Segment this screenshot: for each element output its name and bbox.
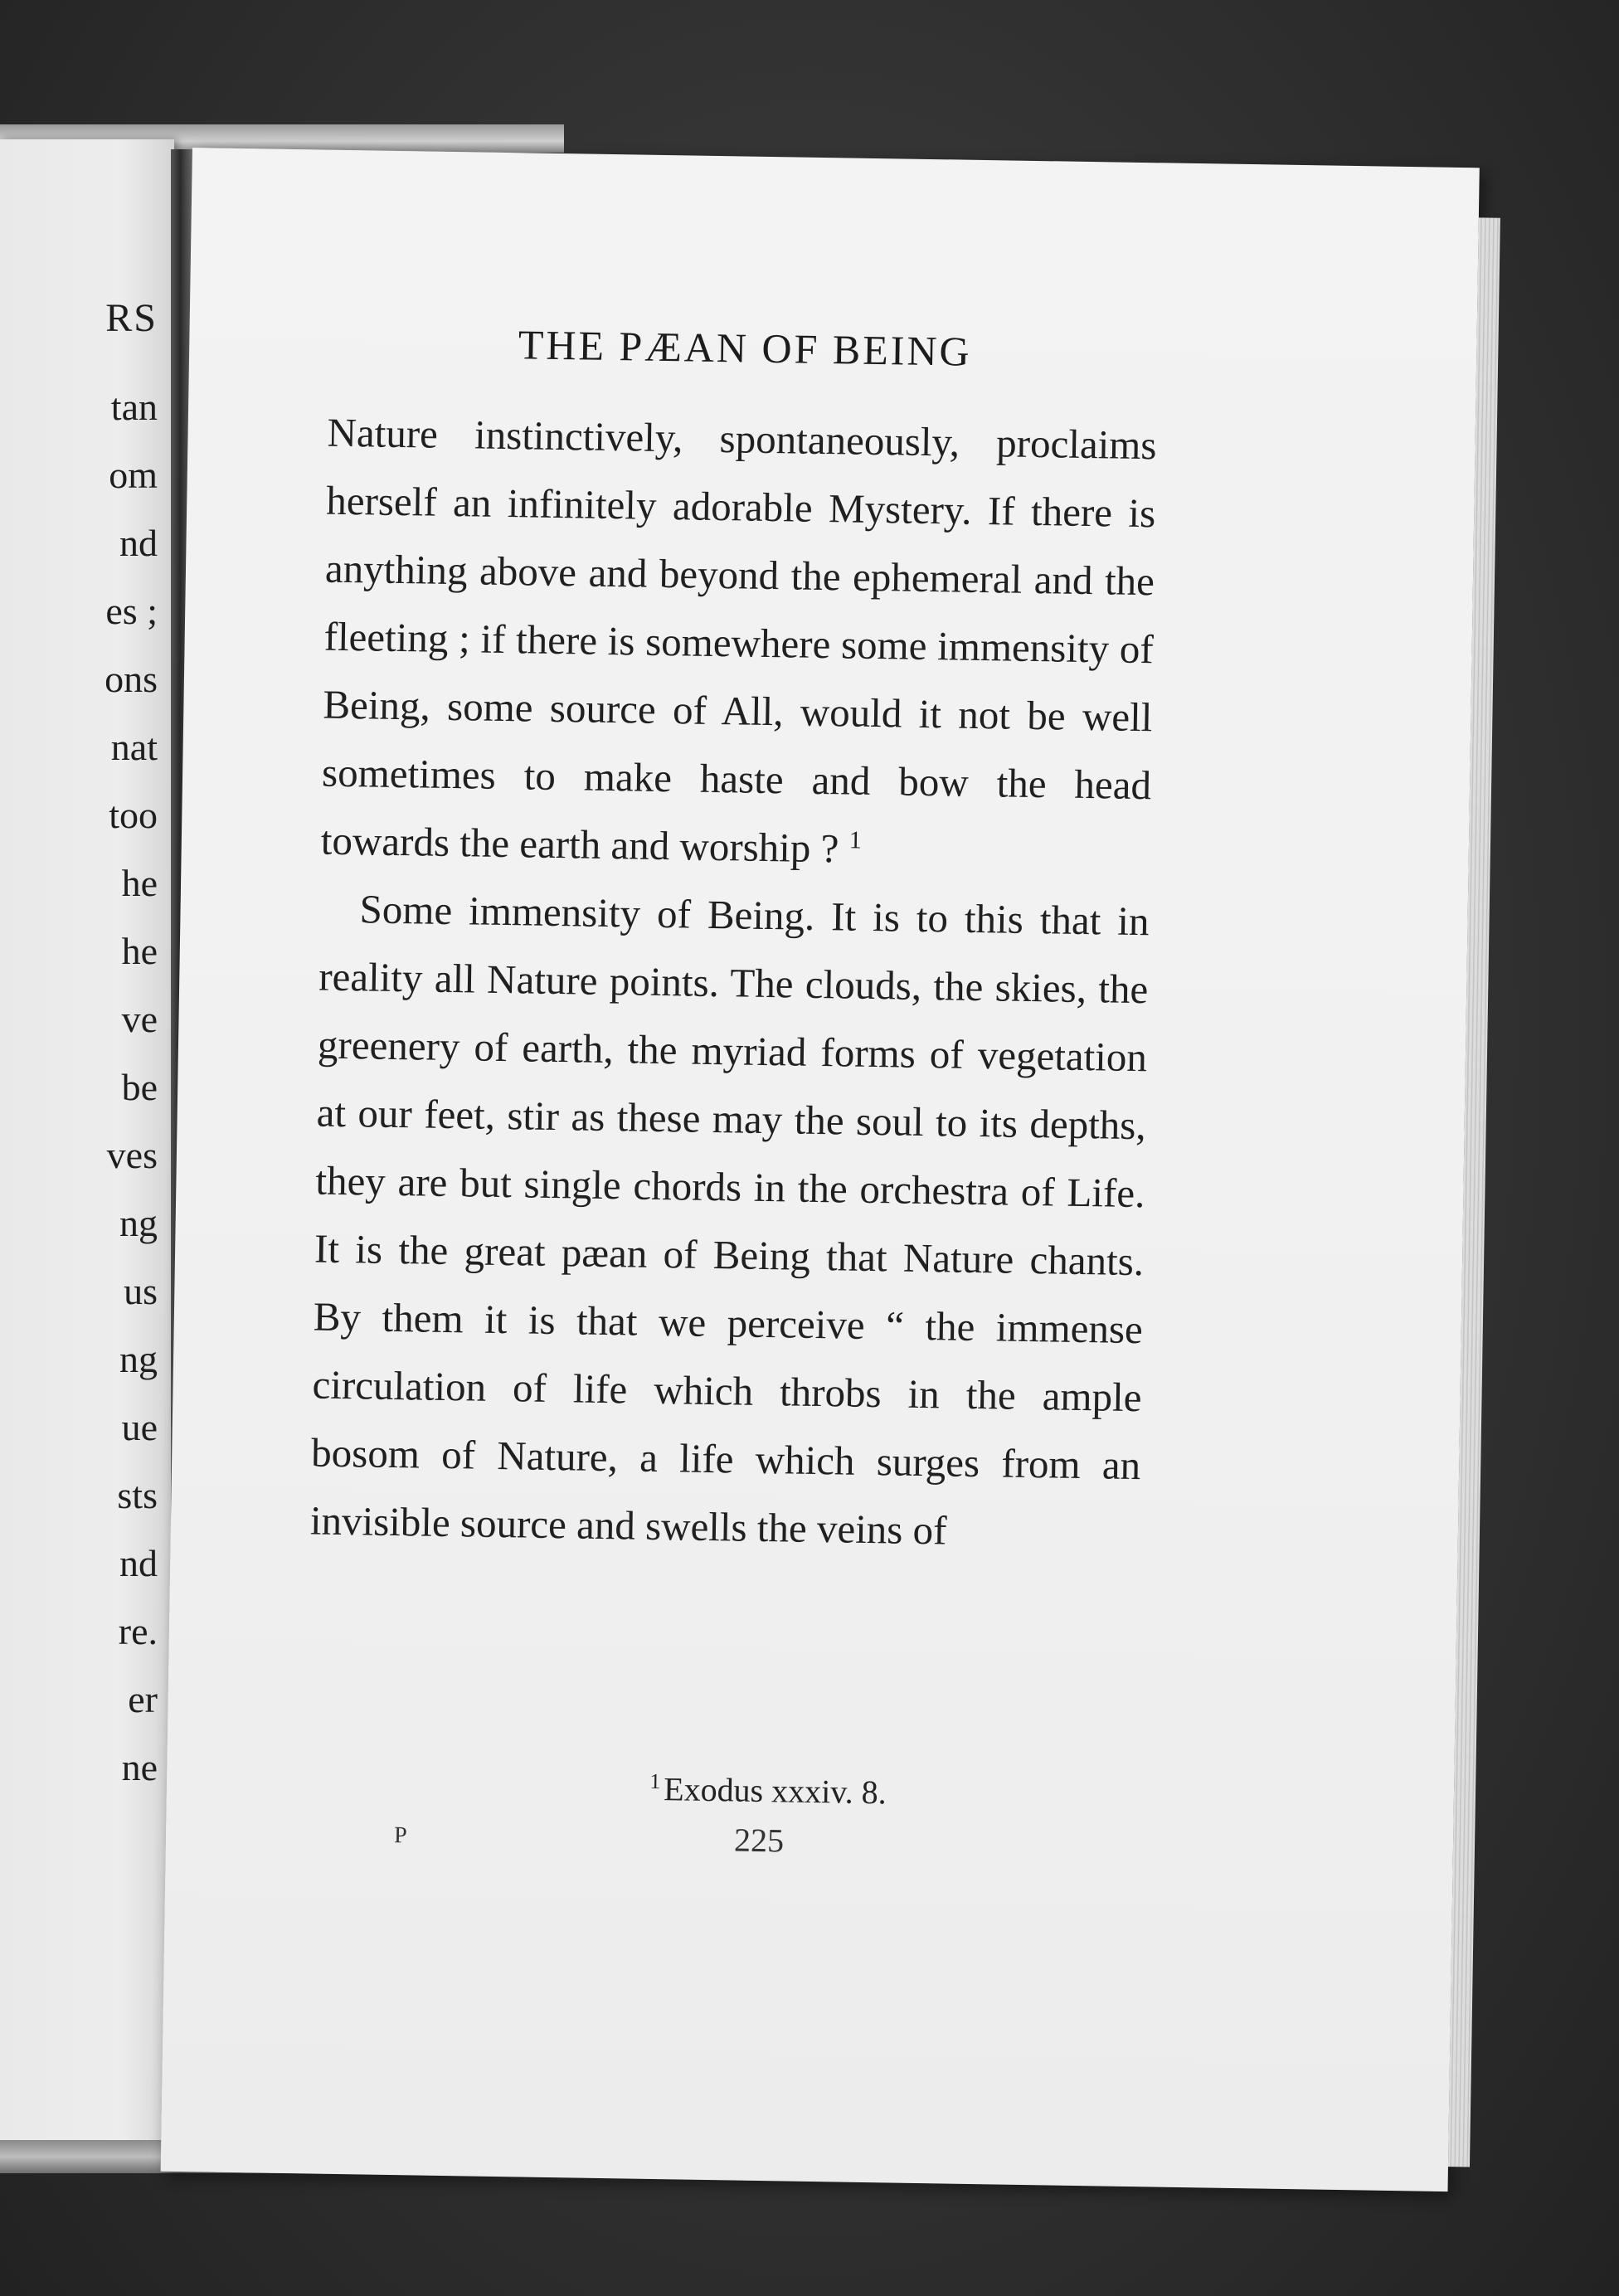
left-page-line-fragment: ne <box>121 1746 158 1788</box>
left-page-line-fragment: tan <box>110 386 158 428</box>
left-page <box>0 139 174 2163</box>
left-page-line-fragment: sts <box>117 1474 158 1516</box>
paragraph-2 <box>309 875 1150 1569</box>
footnote <box>167 1762 1370 1820</box>
left-page-line-fragment: re. <box>118 1610 158 1652</box>
left-page-line-fragment: nat <box>110 726 158 768</box>
left-page-line-fragment: he <box>121 930 158 972</box>
left-page-line-fragment: us <box>124 1270 158 1312</box>
left-page-line-fragment: ng <box>119 1338 158 1380</box>
left-page-line-fragment: be <box>121 1066 158 1108</box>
body-text <box>309 399 1157 1569</box>
left-page-line-fragment: ves <box>106 1134 158 1176</box>
left-page-line-fragment: too <box>109 794 158 836</box>
left-page-line-fragment: he <box>121 862 158 904</box>
left-page-line-fragment: ve <box>121 998 158 1040</box>
footnote-number: 1 <box>649 1768 661 1793</box>
left-page-line-fragment: om <box>109 454 158 496</box>
left-page-line-fragment: ons <box>105 658 158 700</box>
running-head: THE PÆAN OF BEING <box>518 321 973 375</box>
paragraph-2-text: Some immensity of Being. It is to this that in reality all Nature points. The clouds, the skies, the greenery of earth, the myriad forms of vegetation at our feet, stir as these may the soul to its depths, they are but single chords in the orchestra of Life. It is the great pæan of Being that Nature chants. By them it is that we perceive “ the immense circulation of life which throbs in the ample bosom of Nature, a life which surges from an invisible source and swells the veins of <box>309 886 1150 1554</box>
signature-mark: P <box>393 1822 407 1849</box>
paragraph-1 <box>320 399 1157 888</box>
right-page <box>161 148 1480 2191</box>
left-page-line-fragment: er <box>128 1678 158 1720</box>
left-page-line-fragment: ue <box>121 1406 158 1448</box>
page-number: 225 <box>733 1821 785 1860</box>
left-page-line-fragment: nd <box>119 522 158 564</box>
paragraph-1-text: Nature instinctively, spontaneously, proclaims herself an infinitely adorable Mystery. If there is anything above and beyond the ephemeral and the fleeting ; if there is somewhere some immensity of Being, some source of All, would it not be well sometimes to make haste and bow the head towards the earth and worship ? <box>320 409 1157 872</box>
left-running-head-fragment: RS <box>105 296 158 340</box>
left-page-line-fragment: es ; <box>105 590 158 632</box>
footnote-text: Exodus xxxiv. 8. <box>663 1770 887 1812</box>
left-page-line-fragment: ng <box>119 1202 158 1244</box>
footnote-reference: 1 <box>848 826 863 854</box>
left-page-line-fragment: nd <box>119 1542 158 1584</box>
